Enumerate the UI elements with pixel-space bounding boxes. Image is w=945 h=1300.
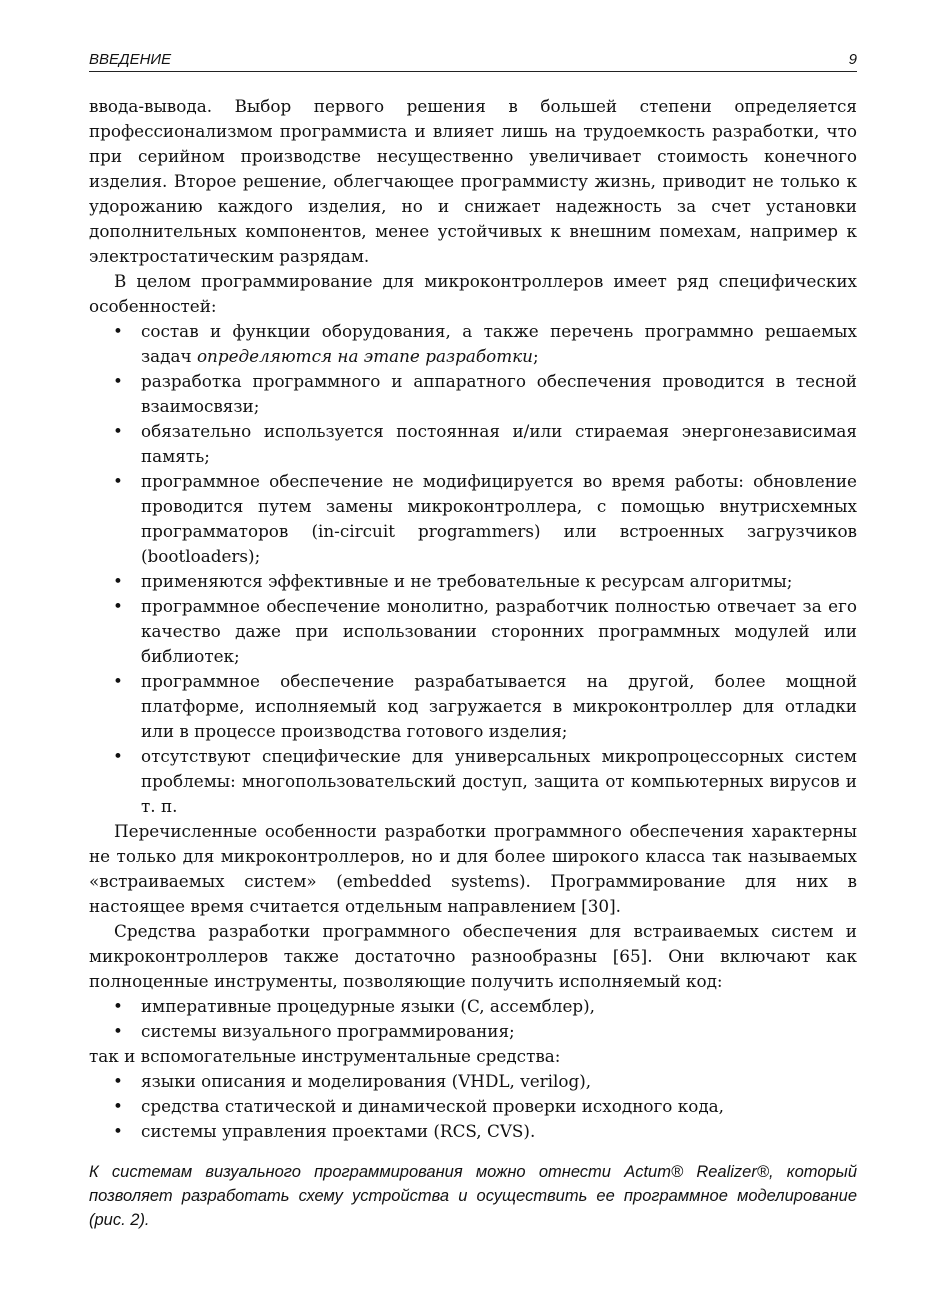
header-section-title: ВВЕДЕНИЕ (89, 51, 172, 68)
figure-caption: К системам визуального программирования можно отнести Actum® Realizer®, который позволяет разработать схему устройства и осуществить ее программное моделирование (рис. 2). (89, 1163, 857, 1229)
paragraph-intro-continuation: ввода-вывода. Выбор первого решения в большей степени определяется профессионализмом программиста и влияет лишь на трудоемкость разработки, что при серийном производстве несущественно увеличивает стоимость конечного изделия. Второе решение, облегчающее программисту жизнь, приводит не только к удорожанию каждого изделия, но и снижает надежность за счет установки дополнительных компонентов, менее устойчивых к внешним помехам, например к электростатическим разрядам. (89, 96, 857, 266)
list-item: • программное обеспечение не модифицируется во время работы: обновление проводится путем замены микроконтроллера, с помощью внутрисхемных программаторов (in-circuit programmers) или встроенных загрузчиков (bootloaders); (89, 469, 857, 569)
aux-tools-list (89, 1069, 857, 1144)
running-header (89, 50, 857, 72)
page-number: 9 (848, 51, 857, 68)
features-list (89, 319, 857, 819)
list-item: • разработка программного и аппаратного обеспечения проводится в тесной взаимосвязи; (89, 369, 857, 419)
list-item: • императивные процедурные языки (C, ассемблер), (89, 994, 857, 1019)
paragraph-embedded-systems: Перечисленные особенности разработки программного обеспечения характерны не только для микроконтроллеров, но и для более широкого класса так называемых «встраиваемых систем» (embedded systems). Программирование для них в настоящее время считается отдельным направлением [30]. (89, 821, 857, 916)
body-text (89, 94, 857, 1144)
list-item-text: состав и функции оборудования, а также перечень программно решаемых задач (141, 321, 857, 366)
list-item-end: ; (532, 346, 539, 366)
paragraph-aux-tools: так и вспомогательные инструментальные средства: (89, 1046, 561, 1066)
list-item: • системы управления проектами (RCS, CVS). (89, 1119, 857, 1144)
paragraph-features-intro: В целом программирование для микроконтроллеров имеет ряд специфических особенностей: (89, 271, 857, 316)
list-item: • применяются эффективные и не требовательные к ресурсам алгоритмы; (89, 569, 857, 594)
list-item: • средства статической и динамической проверки исходного кода, (89, 1094, 857, 1119)
list-item: • языки описания и моделирования (VHDL, verilog), (89, 1069, 857, 1094)
paragraph-dev-tools: Средства разработки программного обеспечения для встраиваемых систем и микроконтроллеров также достаточно разнообразны [65]. Они включают как полноценные инструменты, позволяющие получить исполняемый код: (89, 921, 857, 991)
list-item (89, 319, 857, 369)
list-item: • программное обеспечение монолитно, разработчик полностью отвечает за его качество даже при использовании сторонних программных модулей или библиотек; (89, 594, 857, 669)
list-item: • отсутствуют специфические для универсальных микропроцессорных систем проблемы: многопользовательский доступ, защита от компьютерных вирусов и т. п. (89, 744, 857, 819)
list-item: • системы визуального программирования; (89, 1019, 857, 1044)
tools-list (89, 994, 857, 1044)
list-item-emphasis: определяются на этапе разработки (196, 346, 533, 366)
list-item: • обязательно используется постоянная и/или стираемая энергонезависимая память; (89, 419, 857, 469)
list-item: • программное обеспечение разрабатывается на другой, более мощной платформе, исполняемый код загружается в микроконтроллер для отладки или в процессе производства готового изделия; (89, 669, 857, 744)
